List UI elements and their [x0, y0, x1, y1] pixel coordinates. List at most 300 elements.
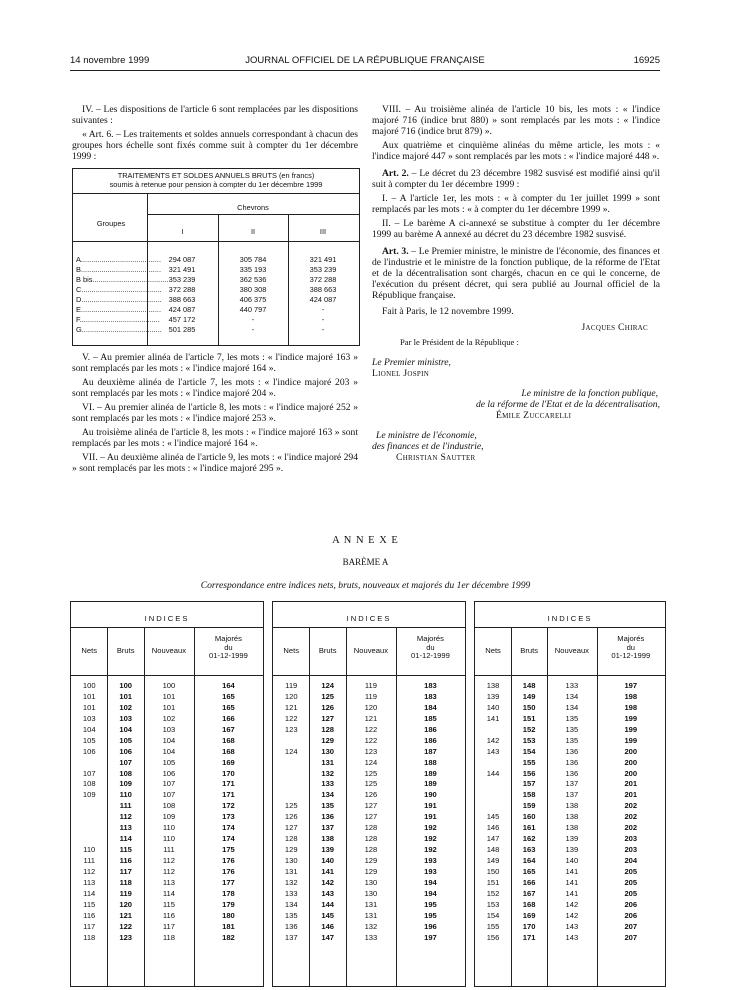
table-cell: 112: [119, 812, 132, 822]
table-cell: [273, 779, 309, 790]
table-cell: 143: [565, 921, 579, 931]
table-cell: [71, 812, 107, 823]
column-values-nets: [71, 681, 107, 944]
table-cell: 121: [284, 702, 298, 712]
column-values-nouveaux: [346, 681, 396, 944]
table-cell: 183: [424, 681, 437, 690]
column-values-majores: [396, 681, 465, 944]
salary-cell: 388 663: [309, 285, 337, 294]
table-cell: 108: [82, 779, 96, 789]
table-cell: 148: [486, 845, 500, 855]
table-cell: 107: [162, 790, 176, 800]
salary-cell: 353 239: [309, 265, 337, 274]
salary-cell: 424 087: [309, 295, 337, 304]
table-cell: 113: [162, 877, 175, 887]
column-header-majores: Majorés du 01-12-1999: [411, 634, 450, 660]
paragraph-viii-2: Aux quatrième et cinquième alinéas du même article, les mots : « l'indice majoré 447 » sont remplacés par les mots : « l'indice majoré 448 ».: [372, 140, 660, 162]
table-cell: 142: [565, 899, 579, 909]
table-cell: 130: [321, 746, 335, 756]
table-cell: 186: [424, 724, 437, 734]
table-cell: 127: [284, 823, 298, 833]
salary-cell: 372 288: [168, 285, 196, 294]
table-cell: 101: [82, 702, 96, 712]
table-cell: 202: [624, 801, 638, 811]
table-cell: 182: [222, 932, 235, 942]
table-cell: 120: [364, 702, 378, 712]
table-cell: 168: [522, 899, 536, 909]
table-cell: 115: [83, 899, 96, 909]
table-cell: 103: [82, 713, 96, 723]
table-cell: 159: [522, 801, 536, 811]
salary-cell: 388 663: [168, 295, 196, 304]
table-cell: 125: [321, 691, 335, 701]
table-cell: 131: [284, 866, 298, 876]
table-cell: 140: [486, 702, 500, 712]
table-cell: 148: [522, 681, 536, 690]
salary-group-label: B bis.....................................: [76, 275, 169, 284]
table-cell: 181: [222, 921, 235, 931]
table-cell: 195: [424, 899, 437, 909]
salary-cell: -: [321, 315, 325, 324]
table-cell: 175: [222, 845, 235, 855]
table-cell: 135: [565, 735, 579, 745]
table-cell: 105: [82, 735, 96, 745]
table-cell: 174: [222, 834, 235, 844]
table-cell: 129: [364, 866, 378, 876]
table-cell: 167: [222, 724, 235, 734]
table-cell: 111: [119, 801, 132, 811]
table-cell: 144: [486, 768, 500, 778]
table-cell: 123: [364, 746, 378, 756]
fp-minister-name: Émile Zuccarelli: [496, 410, 572, 421]
table-cell: 191: [424, 801, 437, 811]
pm-title: Le Premier ministre,: [372, 357, 451, 368]
table-cell: 128: [364, 834, 378, 844]
salary-table: [72, 168, 360, 346]
paragraph-vi-2: Au troisième alinéa de l'article 8, les mots : « l'indice majoré 163 » sont remplacés par les mots : « l'indice majoré 164 ».: [72, 427, 358, 449]
table-cell: 151: [486, 877, 500, 887]
column-header-nets: Nets: [81, 646, 98, 655]
table-cell: 139: [321, 845, 335, 855]
table-cell: 206: [624, 899, 638, 909]
table-cell: 142: [565, 910, 579, 920]
table-cell: 198: [624, 702, 638, 712]
table-cell: 101: [162, 702, 176, 712]
groups-header: Groupes: [96, 219, 126, 228]
table-cell: 136: [321, 812, 335, 822]
table-cell: [273, 790, 309, 801]
table-cell: 185: [424, 713, 437, 723]
table-cell: 120: [284, 691, 298, 701]
table-cell: 113: [83, 877, 96, 887]
table-rule: [475, 675, 665, 676]
table-cell: 118: [119, 877, 132, 887]
table-cell: 192: [424, 823, 437, 833]
table-cell: 112: [83, 866, 96, 876]
table-cell: 113: [119, 823, 132, 833]
eco-minister-title-1: Le ministre de l'économie,: [376, 430, 477, 441]
indices-header: INDICES: [346, 614, 392, 623]
table-cell: [475, 801, 511, 812]
table-cell: 137: [321, 823, 335, 833]
annex-subtitle: Correspondance entre indices nets, bruts, nouveaux et majorés du 1er décembre 1999: [200, 580, 531, 591]
table-cell: [71, 801, 107, 812]
table-cell: 134: [321, 790, 335, 800]
table-cell: 135: [284, 910, 298, 920]
table-cell: 155: [522, 757, 536, 767]
table-cell: 176: [222, 866, 235, 876]
table-cell: 201: [624, 790, 638, 800]
table-cell: 106: [162, 768, 176, 778]
table-cell: 126: [364, 790, 378, 800]
column-values-nets: [475, 681, 511, 944]
table-cell: 204: [624, 856, 638, 865]
table-cell: 119: [364, 681, 377, 690]
paragraph-v: V. – Au premier alinéa de l'article 7, les mots : « l'indice majoré 163 » sont remplacés par les mots : « l'indice majoré 164 ».: [72, 352, 358, 374]
table-cell: 125: [364, 779, 378, 789]
table-cell: 201: [624, 779, 638, 789]
table-cell: 139: [486, 691, 500, 701]
table-cell: 129: [284, 845, 298, 855]
table-cell: 118: [162, 932, 175, 942]
paragraph-iv: IV. – Les dispositions de l'article 6 sont remplacées par les dispositions suivantes :: [72, 104, 358, 126]
paragraph-viii: VIII. – Au troisième alinéa de l'article 10 bis, les mots : « l'indice majoré 716 (indice brut 880) » sont remplacés par les mots : « l'indice majoré 716 (indice brut 879) ».: [372, 104, 660, 137]
table-cell: 131: [364, 910, 378, 920]
table-cell: 156: [486, 932, 500, 942]
table-cell: 130: [364, 877, 378, 887]
salary-group-label: D.......................................: [76, 295, 162, 304]
eco-minister-title-2: des finances et de l'industrie,: [372, 441, 484, 452]
table-cell: 168: [222, 746, 235, 756]
table-cell: 151: [522, 713, 536, 723]
table-cell: 165: [222, 691, 235, 701]
indices-header: INDICES: [547, 614, 593, 623]
column-header-majores: Majorés du 01-12-1999: [611, 634, 651, 660]
table-cell: 101: [82, 691, 96, 701]
salary-cell: -: [321, 325, 325, 334]
table-cell: 138: [565, 801, 579, 811]
table-cell: 153: [486, 899, 500, 909]
table-cell: 111: [83, 856, 95, 865]
table-cell: [475, 758, 511, 769]
index-table-2: [272, 601, 466, 987]
table-cell: 104: [162, 735, 176, 745]
table-cell: 115: [162, 899, 175, 909]
table-cell: 205: [624, 877, 638, 887]
table-cell: 141: [565, 877, 579, 887]
table-cell: 166: [222, 713, 235, 723]
table-cell: 155: [486, 921, 500, 931]
table-cell: 116: [83, 910, 96, 920]
table-cell: 109: [162, 812, 176, 822]
table-cell: 129: [364, 856, 378, 865]
table-cell: 110: [119, 790, 132, 800]
table-cell: 143: [565, 932, 579, 942]
table-cell: 127: [321, 713, 335, 723]
salary-cell: 372 288: [309, 275, 337, 284]
table-cell: 156: [522, 768, 536, 778]
salary-table-title: TRAITEMENTS ET SOLDES ANNUELS BRUTS (en francs): [117, 171, 315, 180]
salary-group-label: C.......................................: [76, 285, 162, 294]
table-cell: 116: [162, 910, 175, 920]
table-cell: 109: [82, 790, 96, 800]
table-cell: 173: [222, 812, 235, 822]
table-cell: [273, 736, 309, 747]
table-cell: 186: [424, 735, 437, 745]
table-cell: 140: [565, 856, 579, 865]
column-header-bruts: Bruts: [116, 646, 135, 655]
table-cell: 139: [565, 834, 579, 844]
table-cell: 126: [321, 702, 335, 712]
table-cell: 133: [565, 681, 579, 690]
table-cell: 106: [82, 746, 96, 756]
table-rule: [273, 675, 465, 676]
table-cell: [71, 834, 107, 845]
table-cell: 206: [624, 910, 638, 920]
table-cell: 122: [364, 724, 378, 734]
table-cell: 202: [624, 823, 638, 833]
indices-header: INDICES: [144, 614, 190, 623]
table-cell: 104: [119, 724, 133, 734]
salary-cell: 424 087: [168, 305, 196, 314]
table-cell: 111: [163, 845, 175, 855]
table-cell: 171: [522, 932, 536, 942]
table-cell: [273, 758, 309, 769]
table-cell: 132: [364, 921, 378, 931]
table-cell: 172: [222, 801, 235, 811]
table-cell: 192: [424, 845, 437, 855]
table-cell: 136: [565, 757, 579, 767]
table-cell: 102: [162, 713, 176, 723]
table-cell: 164: [522, 856, 536, 865]
table-cell: 189: [424, 768, 437, 778]
table-cell: 114: [83, 888, 96, 898]
header-page-number: 16925: [633, 55, 660, 66]
table-cell: 135: [565, 713, 579, 723]
table-cell: 107: [119, 757, 133, 767]
salary-table-subtitle: soumis à retenue pour pension à compter du 1er décembre 1999: [109, 179, 323, 189]
bareme-title: BARÈME A: [342, 557, 389, 567]
table-cell: 132: [284, 877, 298, 887]
table-cell: 119: [285, 681, 298, 690]
pm-name: Lionel Jospin: [372, 368, 430, 379]
paragraph-vii: VII. – Au deuxième alinéa de l'article 9, les mots : « l'indice majoré 294 » sont remplacés par les mots : « l'indice majoré 295 ».: [72, 452, 358, 474]
table-cell: 123: [284, 724, 298, 734]
table-cell: 137: [284, 932, 298, 942]
table-cell: 138: [486, 681, 500, 690]
table-cell: 141: [486, 713, 500, 723]
header-journal-title: JOURNAL OFFICIEL DE LA RÉPUBLIQUE FRANÇAISE: [245, 55, 485, 66]
table-cell: 146: [321, 921, 335, 931]
table-cell: 194: [424, 877, 437, 887]
table-cell: 149: [486, 856, 500, 865]
left-column-top: [72, 104, 358, 165]
table-cell: 127: [364, 801, 378, 811]
index-table-1: [70, 601, 264, 987]
page-header: [70, 55, 660, 69]
table-cell: 100: [119, 681, 133, 690]
column-values-majores: [194, 681, 263, 944]
table-cell: 199: [624, 724, 638, 734]
paragraph-v-2: Au deuxième alinéa de l'article 7, les mots : « l'indice majoré 203 » sont remplacés par les mots : « l'indice majoré 204 ».: [72, 377, 358, 399]
table-cell: 184: [424, 702, 437, 712]
table-cell: 147: [321, 932, 335, 942]
table-cell: 106: [119, 746, 133, 756]
eco-minister-name: Christian Sautter: [396, 452, 476, 463]
table-cell: 144: [321, 899, 335, 909]
table-cell: 117: [119, 866, 132, 876]
table-cell: 143: [486, 746, 500, 756]
table-cell: 130: [364, 888, 378, 898]
table-cell: 192: [424, 834, 437, 844]
table-cell: 171: [222, 790, 235, 800]
table-cell: 122: [119, 921, 133, 931]
table-cell: 128: [364, 823, 378, 833]
header-rule: [70, 70, 660, 71]
paragraph-art2: Art. 2. – Le décret du 23 décembre 1982 susvisé est modifié ainsi qu'il suit à compter du 1er décembre 1999 :: [372, 168, 660, 190]
table-cell: 200: [624, 746, 638, 756]
table-cell: 110: [162, 823, 175, 833]
table-cell: 160: [522, 812, 536, 822]
column-values-nouveaux: [547, 681, 596, 944]
table-cell: 197: [424, 932, 437, 942]
table-cell: 100: [82, 681, 96, 690]
table-cell: 134: [565, 691, 579, 701]
fp-minister-title-1: Le ministre de la fonction publique,: [521, 388, 658, 399]
table-cell: 162: [522, 834, 536, 844]
table-cell: 145: [321, 910, 335, 920]
table-cell: 121: [364, 713, 378, 723]
table-cell: 166: [522, 877, 536, 887]
table-cell: 102: [119, 702, 133, 712]
table-cell: 114: [162, 888, 175, 898]
table-cell: 119: [119, 888, 132, 898]
table-cell: 124: [321, 681, 335, 690]
table-cell: 169: [222, 757, 235, 767]
salary-group-label: B.......................................: [76, 265, 162, 274]
table-cell: 137: [565, 779, 579, 789]
table-cell: 108: [119, 768, 133, 778]
table-cell: 104: [162, 746, 176, 756]
header-date: 14 novembre 1999: [70, 55, 150, 66]
table-rule: [273, 627, 465, 628]
table-cell: 129: [321, 735, 335, 745]
table-rule: [71, 627, 263, 628]
table-cell: [71, 758, 107, 769]
table-cell: 107: [82, 768, 96, 778]
table-cell: 134: [284, 899, 298, 909]
table-cell: 163: [522, 845, 536, 855]
table-cell: 199: [624, 735, 638, 745]
column-header-nets: Nets: [283, 646, 300, 655]
table-cell: 112: [162, 856, 175, 865]
table-cell: 132: [321, 768, 335, 778]
salary-cell: 321 491: [309, 255, 337, 264]
table-cell: 147: [486, 834, 500, 844]
fp-minister-title-2: de la réforme de l'Etat et de la décentralisation,: [475, 399, 660, 410]
salary-cell: 501 285: [168, 325, 196, 334]
table-cell: 177: [222, 877, 235, 887]
table-cell: 198: [624, 691, 638, 701]
table-cell: 101: [119, 691, 133, 701]
table-cell: 161: [522, 823, 536, 833]
table-cell: 138: [565, 823, 579, 833]
paragraph-art2-i: I. – A l'article 1er, les mots : « à compter du 1er juillet 1999 » sont remplacés par les mots : « à compter du 1er décembre 1999 ».: [372, 193, 660, 215]
table-cell: 191: [424, 812, 437, 822]
table-cell: 153: [522, 735, 536, 745]
table-cell: 128: [321, 724, 335, 734]
table-cell: 117: [162, 921, 175, 931]
salary-group-label: A.......................................: [76, 255, 162, 264]
column-values-nouveaux: [144, 681, 194, 944]
paragraph-art3: Art. 3. – Le Premier ministre, le ministre de l'économie, des finances et de l'industrie et le ministre de la fonction publique, de la réforme de l'Etat et de la décentralisation sont chargés, chacun en ce qui le concerne, de l'exécution du présent décret, qui sera publié au Journal officiel de la République française.: [372, 246, 660, 301]
table-cell: [475, 779, 511, 790]
table-cell: 194: [424, 888, 437, 898]
table-cell: 193: [424, 866, 437, 876]
salary-group-label: E.......................................: [76, 305, 162, 314]
table-cell: 118: [83, 932, 96, 942]
index-table-3: [474, 601, 666, 987]
table-rule: [71, 675, 263, 676]
table-cell: 200: [624, 757, 638, 767]
table-cell: 179: [222, 899, 235, 909]
table-cell: 125: [284, 801, 298, 811]
table-cell: 190: [424, 790, 437, 800]
table-cell: 200: [624, 768, 638, 778]
column-values-nets: [273, 681, 309, 944]
table-cell: 136: [565, 746, 579, 756]
table-cell: 158: [522, 790, 536, 800]
chevron-col-1: I: [181, 227, 184, 236]
column-values-bruts: [107, 681, 143, 944]
art3-label: Art. 3.: [382, 246, 409, 257]
table-cell: [475, 725, 511, 736]
salary-cell: 305 784: [239, 255, 267, 264]
table-cell: 136: [565, 768, 579, 778]
column-header-bruts: Bruts: [318, 646, 337, 655]
by-the-president: Par le Président de la République :: [400, 337, 519, 347]
table-cell: 104: [82, 724, 96, 734]
column-header-majores: Majorés du 01-12-1999: [209, 634, 248, 660]
salary-cell: 321 491: [168, 265, 196, 274]
table-cell: 108: [162, 801, 176, 811]
table-cell: 176: [222, 856, 235, 865]
table-cell: 112: [162, 866, 175, 876]
table-cell: 124: [284, 746, 298, 756]
column-header-bruts: Bruts: [520, 646, 538, 655]
table-cell: 136: [284, 921, 298, 931]
column-header-nouveaux: Nouveaux: [554, 646, 589, 655]
table-cell: 127: [364, 812, 378, 822]
table-cell: 105: [119, 735, 133, 745]
table-cell: 188: [424, 757, 437, 767]
table-cell: 122: [364, 735, 378, 745]
salary-cell: 335 193: [239, 265, 267, 274]
table-cell: 169: [522, 910, 536, 920]
table-cell: 101: [162, 691, 176, 701]
table-cell: [475, 790, 511, 801]
table-cell: 207: [624, 921, 638, 931]
table-cell: 180: [222, 910, 235, 920]
table-cell: 125: [364, 768, 378, 778]
paragraph-vi: VI. – Au premier alinéa de l'article 8, les mots : « l'indice majoré 252 » sont remplacés par les mots : « l'indice majoré 253 ».: [72, 402, 358, 424]
table-cell: 165: [222, 702, 235, 712]
table-cell: 115: [119, 845, 132, 855]
column-values-majores: [597, 681, 665, 944]
table-cell: 143: [321, 888, 335, 898]
table-cell: 100: [162, 681, 176, 690]
paragraph-art2-ii: II. – Le barème A ci-annexé se substitue à compter du 1er décembre 1999 au barème A annexé au décret du 23 décembre 1982 susvisé.: [372, 218, 660, 240]
